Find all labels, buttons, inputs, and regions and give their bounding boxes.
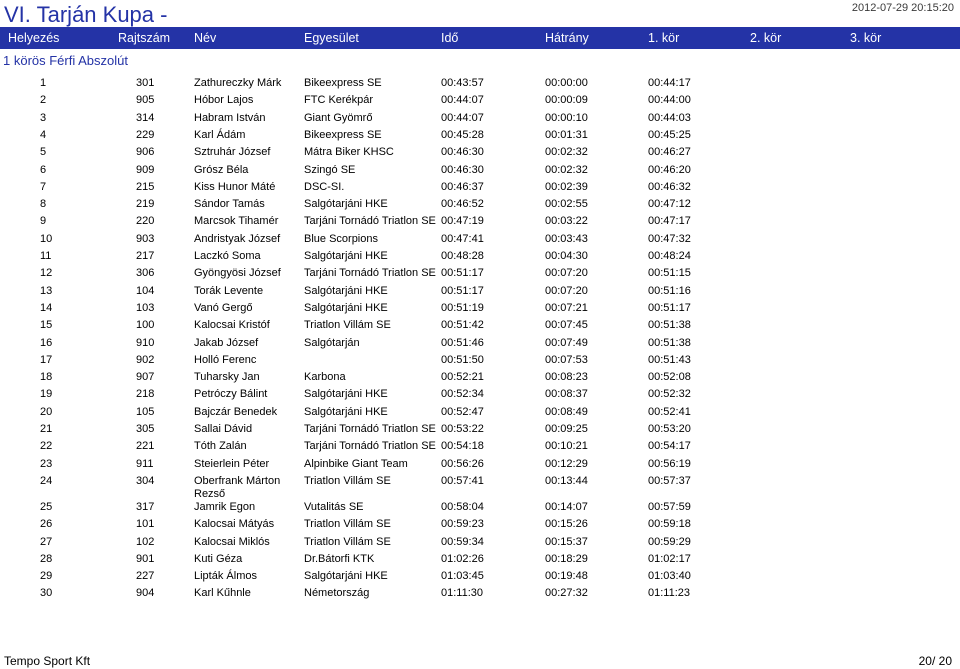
gap-cell: 00:07:20 bbox=[545, 284, 588, 297]
page-title: VI. Tarján Kupa - bbox=[4, 2, 168, 27]
page-header bbox=[0, 0, 960, 30]
time-cell: 00:53:22 bbox=[441, 423, 484, 435]
name-cell: Marcsok Tihamér bbox=[194, 215, 279, 228]
club-cell: Triatlon Villám SE bbox=[304, 518, 391, 531]
col-header-club: Egyesület bbox=[304, 31, 359, 45]
bib-cell: 102 bbox=[136, 535, 155, 548]
bib-cell: 227 bbox=[136, 570, 155, 583]
club-cell: Giant Gyömrő bbox=[304, 111, 373, 124]
gap-cell: 00:00:00 bbox=[545, 77, 588, 89]
bib-cell: 902 bbox=[136, 353, 155, 366]
club-cell: Salgótarjáni HKE bbox=[304, 570, 388, 583]
bib-cell: 105 bbox=[136, 405, 155, 418]
lap1-cell: 00:47:32 bbox=[648, 232, 691, 245]
position-cell: 25 bbox=[40, 500, 53, 513]
time-cell: 00:58:04 bbox=[441, 500, 484, 513]
gap-cell: 00:14:07 bbox=[545, 500, 588, 513]
position-cell: 23 bbox=[40, 457, 53, 470]
position-cell: 6 bbox=[40, 163, 47, 176]
position-cell: 20 bbox=[40, 405, 53, 418]
position-cell: 2 bbox=[40, 94, 47, 107]
time-cell: 00:51:50 bbox=[441, 353, 484, 366]
club-cell: Bikeexpress SE bbox=[304, 128, 382, 141]
gap-cell: 00:02:39 bbox=[545, 180, 588, 193]
name-cell: Gyöngyösi József bbox=[194, 267, 281, 280]
gap-cell: 00:07:45 bbox=[545, 319, 588, 332]
position-cell: 9 bbox=[40, 215, 47, 228]
club-cell: Alpinbike Giant Team bbox=[304, 457, 408, 470]
bib-cell: 100 bbox=[136, 319, 155, 332]
gap-cell: 00:07:53 bbox=[545, 353, 588, 366]
gap-cell: 00:27:32 bbox=[545, 587, 588, 600]
category-title: 1 körös Férfi Abszolút bbox=[3, 53, 128, 68]
club-cell: Németország bbox=[304, 587, 370, 600]
time-cell: 00:54:18 bbox=[441, 440, 484, 453]
position-cell: 8 bbox=[40, 198, 47, 211]
position-cell: 26 bbox=[40, 518, 53, 531]
name-cell: Laczkó Soma bbox=[194, 250, 261, 262]
gap-cell: 00:12:29 bbox=[545, 457, 588, 470]
position-cell: 29 bbox=[40, 570, 53, 583]
club-cell: Triatlon Villám SE bbox=[304, 474, 391, 487]
bib-cell: 306 bbox=[136, 267, 155, 280]
gap-cell: 00:03:22 bbox=[545, 215, 588, 228]
lap1-cell: 00:51:15 bbox=[648, 267, 691, 280]
position-cell: 24 bbox=[40, 474, 53, 487]
position-cell: 3 bbox=[40, 111, 47, 124]
club-cell: Tarjáni Tornádó Triatlon SE bbox=[304, 440, 436, 453]
lap1-cell: 00:51:17 bbox=[648, 301, 691, 314]
club-cell: Bikeexpress SE bbox=[304, 77, 382, 89]
name-cell: Kuti Géza bbox=[194, 552, 243, 565]
club-cell: Szingó SE bbox=[304, 163, 356, 176]
position-cell: 12 bbox=[40, 267, 53, 280]
bib-cell: 904 bbox=[136, 587, 155, 600]
position-cell: 19 bbox=[40, 388, 53, 401]
lap1-cell: 00:51:16 bbox=[648, 284, 691, 297]
lap1-cell: 00:46:20 bbox=[648, 163, 691, 176]
name-cell: Andristyak József bbox=[194, 232, 281, 245]
time-cell: 00:59:34 bbox=[441, 535, 484, 548]
time-cell: 00:46:37 bbox=[441, 180, 484, 193]
club-cell: DSC-SI. bbox=[304, 180, 345, 193]
gap-cell: 00:07:49 bbox=[545, 336, 588, 349]
bib-cell: 906 bbox=[136, 146, 155, 159]
name-cell: Karl Kűhnle bbox=[194, 587, 251, 600]
bib-cell: 215 bbox=[136, 180, 155, 193]
gap-cell: 00:01:31 bbox=[545, 128, 588, 141]
position-cell: 14 bbox=[40, 301, 53, 314]
club-cell: Triatlon Villám SE bbox=[304, 319, 391, 332]
position-cell: 27 bbox=[40, 535, 53, 548]
time-cell: 00:47:41 bbox=[441, 232, 484, 245]
position-cell: 16 bbox=[40, 336, 53, 349]
lap1-cell: 00:47:17 bbox=[648, 215, 691, 228]
gap-cell: 00:15:37 bbox=[545, 535, 588, 548]
col-header-position: Helyezés bbox=[8, 31, 60, 45]
lap1-cell: 01:02:17 bbox=[648, 552, 691, 565]
gap-cell: 00:19:48 bbox=[545, 570, 588, 583]
club-cell: Triatlon Villám SE bbox=[304, 535, 391, 548]
lap1-cell: 01:11:23 bbox=[648, 587, 691, 600]
club-cell: Tarjáni Tornádó Triatlon SE bbox=[304, 215, 436, 228]
time-cell: 00:43:57 bbox=[441, 77, 484, 89]
position-cell: 4 bbox=[40, 128, 47, 141]
time-cell: 00:57:41 bbox=[441, 474, 484, 487]
position-cell: 7 bbox=[40, 180, 47, 193]
col-header-lap3: 3. kör bbox=[850, 31, 882, 45]
time-cell: 00:51:17 bbox=[441, 267, 484, 280]
name-cell: Jakab József bbox=[194, 336, 259, 349]
lap1-cell: 00:48:24 bbox=[648, 250, 691, 262]
name-cell: Sztruhár József bbox=[194, 146, 271, 159]
lap1-cell: 00:51:38 bbox=[648, 319, 691, 332]
bib-cell: 903 bbox=[136, 232, 155, 245]
name-cell: Zathureczky Márk bbox=[194, 77, 282, 89]
position-cell: 21 bbox=[40, 423, 53, 435]
name-cell: Karl Ádám bbox=[194, 128, 246, 141]
name-cell: Oberfrank Márton Rezső bbox=[194, 474, 281, 500]
position-cell: 1 bbox=[40, 77, 47, 89]
name-cell: Grósz Béla bbox=[194, 163, 249, 176]
lap1-cell: 00:54:17 bbox=[648, 440, 691, 453]
position-cell: 17 bbox=[40, 353, 53, 366]
lap1-cell: 00:59:18 bbox=[648, 518, 691, 531]
name-cell: Habram István bbox=[194, 111, 266, 124]
time-cell: 00:59:23 bbox=[441, 518, 484, 531]
name-cell: Hóbor Lajos bbox=[194, 94, 254, 107]
bib-cell: 217 bbox=[136, 250, 155, 262]
gap-cell: 00:10:21 bbox=[545, 440, 588, 453]
name-cell: Kalocsai Kristóf bbox=[194, 319, 270, 332]
position-cell: 30 bbox=[40, 587, 53, 600]
lap1-cell: 00:45:25 bbox=[648, 128, 691, 141]
time-cell: 01:02:26 bbox=[441, 552, 484, 565]
lap1-cell: 00:46:32 bbox=[648, 180, 691, 193]
bib-cell: 104 bbox=[136, 284, 155, 297]
name-cell: Holló Ferenc bbox=[194, 353, 257, 366]
column-header-bar bbox=[0, 27, 960, 49]
time-cell: 00:48:28 bbox=[441, 250, 484, 262]
name-cell: Tuharsky Jan bbox=[194, 371, 260, 384]
gap-cell: 00:18:29 bbox=[545, 552, 588, 565]
club-cell: Salgótarjáni HKE bbox=[304, 198, 388, 211]
bib-cell: 901 bbox=[136, 552, 155, 565]
bib-cell: 317 bbox=[136, 500, 155, 513]
club-cell: Tarjáni Tornádó Triatlon SE bbox=[304, 423, 436, 435]
bib-cell: 911 bbox=[136, 457, 154, 470]
position-cell: 10 bbox=[40, 232, 53, 245]
name-cell: Kiss Hunor Máté bbox=[194, 180, 276, 193]
time-cell: 00:51:46 bbox=[441, 336, 484, 349]
bib-cell: 314 bbox=[136, 111, 155, 124]
time-cell: 00:52:47 bbox=[441, 405, 484, 418]
lap1-cell: 00:51:38 bbox=[648, 336, 691, 349]
position-cell: 15 bbox=[40, 319, 53, 332]
lap1-cell: 00:52:32 bbox=[648, 388, 691, 401]
gap-cell: 00:15:26 bbox=[545, 518, 588, 531]
time-cell: 00:51:19 bbox=[441, 301, 484, 314]
lap1-cell: 00:56:19 bbox=[648, 457, 691, 470]
gap-cell: 00:09:25 bbox=[545, 423, 588, 435]
time-cell: 00:47:19 bbox=[441, 215, 484, 228]
name-cell: Torák Levente bbox=[194, 284, 264, 297]
bib-cell: 221 bbox=[136, 440, 155, 453]
position-cell: 5 bbox=[40, 146, 47, 159]
time-cell: 00:46:30 bbox=[441, 146, 484, 159]
time-cell: 00:52:34 bbox=[441, 388, 484, 401]
gap-cell: 00:07:21 bbox=[545, 301, 588, 314]
position-cell: 11 bbox=[40, 250, 52, 262]
position-cell: 18 bbox=[40, 371, 53, 384]
col-header-gap: Hátrány bbox=[545, 31, 589, 45]
position-cell: 28 bbox=[40, 552, 53, 565]
name-cell: Steierlein Péter bbox=[194, 457, 270, 470]
club-cell: Salgótarjáni HKE bbox=[304, 284, 388, 297]
time-cell: 00:46:52 bbox=[441, 198, 484, 211]
time-cell: 00:44:07 bbox=[441, 111, 484, 124]
time-cell: 01:03:45 bbox=[441, 570, 484, 583]
lap1-cell: 00:52:41 bbox=[648, 405, 691, 418]
club-cell: Karbona bbox=[304, 371, 346, 384]
time-cell: 00:51:17 bbox=[441, 284, 484, 297]
print-timestamp: 2012-07-29 20:15:20 bbox=[851, 2, 954, 14]
time-cell: 01:11:30 bbox=[441, 587, 484, 600]
club-cell: Tarjáni Tornádó Triatlon SE bbox=[304, 267, 436, 280]
time-cell: 00:51:42 bbox=[441, 319, 484, 332]
bib-cell: 229 bbox=[136, 128, 155, 141]
lap1-cell: 00:47:12 bbox=[648, 198, 691, 211]
gap-cell: 00:08:37 bbox=[545, 388, 588, 401]
name-cell: Tóth Zalán bbox=[194, 440, 247, 453]
bib-cell: 304 bbox=[136, 474, 155, 487]
lap1-cell: 00:44:00 bbox=[648, 94, 691, 107]
bib-cell: 909 bbox=[136, 163, 155, 176]
club-cell: Salgótarjáni HKE bbox=[304, 405, 388, 418]
bib-cell: 220 bbox=[136, 215, 155, 228]
gap-cell: 00:08:23 bbox=[545, 371, 588, 384]
lap1-cell: 00:44:03 bbox=[648, 111, 691, 124]
gap-cell: 00:02:32 bbox=[545, 146, 588, 159]
time-cell: 00:45:28 bbox=[441, 128, 484, 141]
gap-cell: 00:02:32 bbox=[545, 163, 588, 176]
club-cell: Salgótarjáni HKE bbox=[304, 250, 388, 262]
lap1-cell: 00:46:27 bbox=[648, 146, 691, 159]
col-header-name: Név bbox=[194, 31, 217, 45]
lap1-cell: 00:59:29 bbox=[648, 535, 691, 548]
time-cell: 00:56:26 bbox=[441, 457, 484, 470]
club-cell: Mátra Biker KHSC bbox=[304, 146, 394, 159]
lap1-cell: 00:53:20 bbox=[648, 423, 691, 435]
name-cell: Sándor Tamás bbox=[194, 198, 265, 211]
bib-cell: 305 bbox=[136, 423, 155, 435]
footer-company: Tempo Sport Kft bbox=[4, 654, 91, 668]
lap1-cell: 00:51:43 bbox=[648, 353, 691, 366]
time-cell: 00:46:30 bbox=[441, 163, 484, 176]
time-cell: 00:44:07 bbox=[441, 94, 484, 107]
name-cell: Vanó Gergő bbox=[194, 301, 253, 314]
col-header-time: Idő bbox=[441, 31, 459, 45]
name-cell: Sallai Dávid bbox=[194, 423, 253, 435]
bib-cell: 103 bbox=[136, 301, 155, 314]
club-cell: Salgótarjáni HKE bbox=[304, 301, 388, 314]
club-cell: Salgótarján bbox=[304, 336, 360, 349]
gap-cell: 00:00:09 bbox=[545, 94, 588, 107]
bib-cell: 910 bbox=[136, 336, 155, 349]
club-cell: Dr.Bátorfi KTK bbox=[304, 552, 375, 565]
position-cell: 22 bbox=[40, 440, 53, 453]
gap-cell: 00:07:20 bbox=[545, 267, 588, 280]
club-cell: Salgótarjáni HKE bbox=[304, 388, 388, 401]
bib-cell: 101 bbox=[136, 518, 155, 531]
col-header-lap1: 1. kör bbox=[648, 31, 680, 45]
gap-cell: 00:00:10 bbox=[545, 111, 588, 124]
lap1-cell: 00:52:08 bbox=[648, 371, 691, 384]
col-header-lap2: 2. kör bbox=[750, 31, 782, 45]
name-cell: Kalocsai Miklós bbox=[194, 535, 270, 548]
name-cell: Bajczár Benedek bbox=[194, 405, 278, 418]
gap-cell: 00:08:49 bbox=[545, 405, 588, 418]
bib-cell: 905 bbox=[136, 94, 155, 107]
bib-cell: 907 bbox=[136, 371, 155, 384]
name-cell: Kalocsai Mátyás bbox=[194, 518, 275, 531]
time-cell: 00:52:21 bbox=[441, 371, 484, 384]
bib-cell: 219 bbox=[136, 198, 155, 211]
name-cell: Lipták Álmos bbox=[194, 570, 257, 583]
bib-cell: 301 bbox=[136, 77, 155, 89]
club-cell: Blue Scorpions bbox=[304, 232, 378, 245]
club-cell: Vutalitás SE bbox=[304, 500, 364, 513]
lap1-cell: 01:03:40 bbox=[648, 570, 691, 583]
gap-cell: 00:03:43 bbox=[545, 232, 588, 245]
position-cell: 13 bbox=[40, 284, 53, 297]
col-header-bib: Rajtszám bbox=[118, 31, 171, 45]
gap-cell: 00:02:55 bbox=[545, 198, 588, 211]
lap1-cell: 00:57:37 bbox=[648, 474, 691, 487]
club-cell: FTC Kerékpár bbox=[304, 94, 374, 107]
gap-cell: 00:13:44 bbox=[545, 474, 588, 487]
lap1-cell: 00:44:17 bbox=[648, 77, 691, 89]
lap1-cell: 00:57:59 bbox=[648, 500, 691, 513]
name-cell: Petróczy Bálint bbox=[194, 388, 268, 401]
bib-cell: 218 bbox=[136, 388, 155, 401]
footer-page-number: 20/ 20 bbox=[918, 654, 952, 668]
gap-cell: 00:04:30 bbox=[545, 250, 588, 262]
name-cell: Jamrik Egon bbox=[194, 500, 256, 513]
